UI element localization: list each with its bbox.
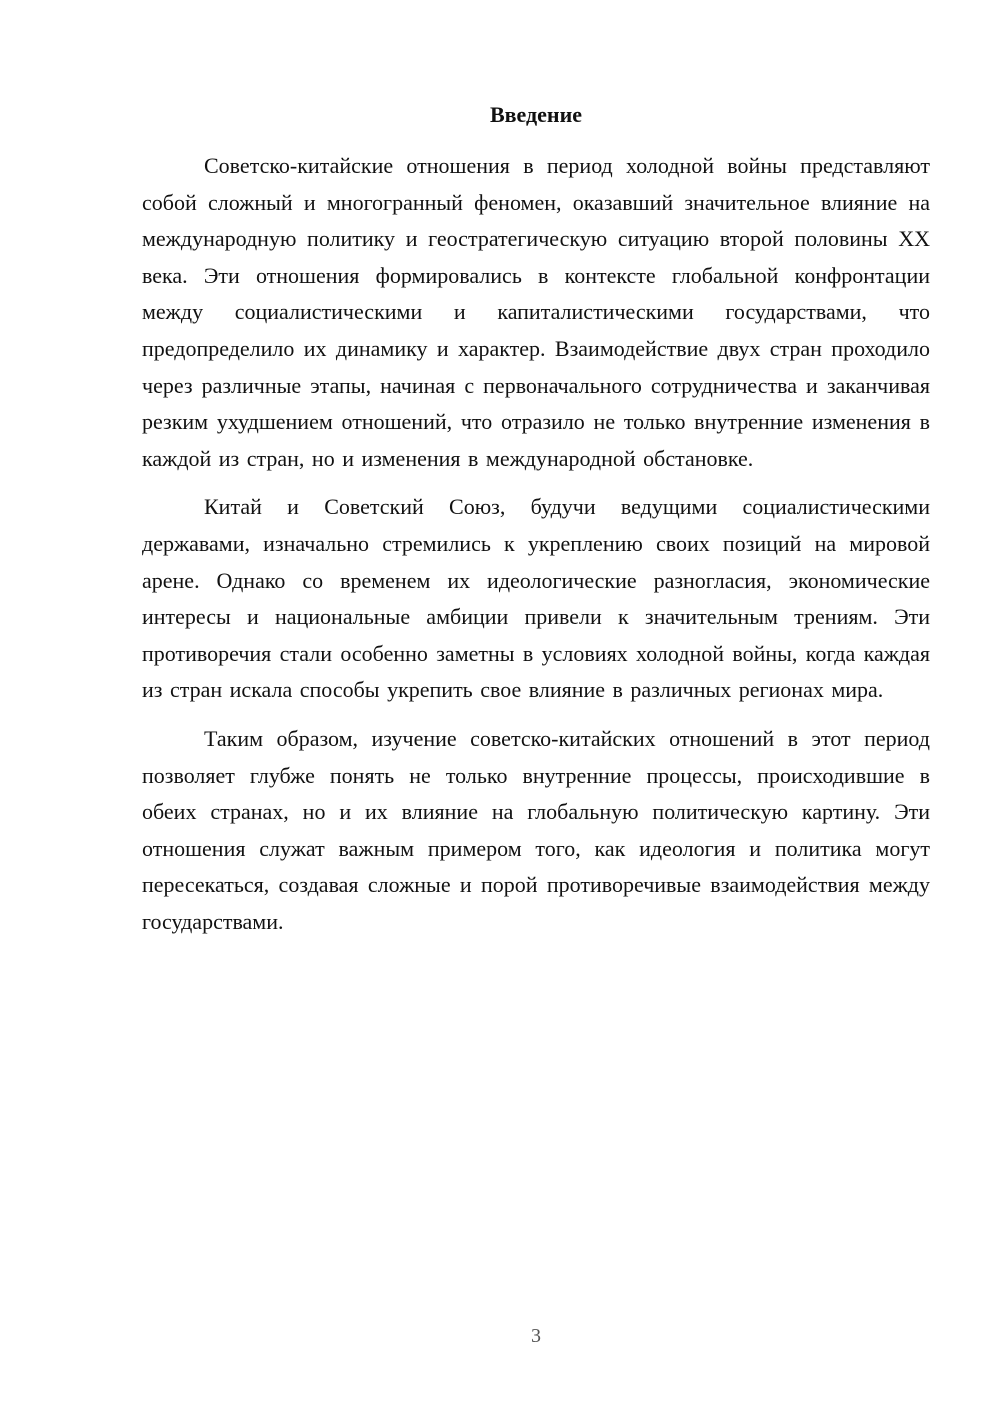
page-number: 3 [531,1325,541,1347]
section-heading: Введение [489,102,583,127]
paragraph-3: Таким образом, изучение советско-китайских отношений в этот период позволяет глубже понять не только внутренние процессы, происходившие в обеих странах, но и их влияние на глобальную политическую картину. Эти отношения служат важным примером того, как идеология и политика могут пересекаться, создавая сложные и порой противоречивые взаимодействия между государствами. [142,725,930,934]
paragraph-2: Китай и Советский Союз, будучи ведущими социалистическими державами, изначально стремились к укреплению своих позиций на мировой арене. Однако со временем их идеологические разногласия, экономические интересы и национальные амбиции привели к значительным трениям. Эти противоречия стали особенно заметны в условиях холодной войны, когда каждая из стран искала способы укрепить свое влияние в различных регионах мира. [142,494,930,703]
paragraph-1: Советско-китайские отношения в период холодной войны представляют собой сложный и многогранный феномен, оказавший значительное влияние на международную политику и геостратегическую ситуацию второй половины XX века. Эти отношения формировались в контексте глобальной конфронтации между социалистическими и капиталистическими государствами, что предопределило их динамику и характер. Взаимодействие двух стран проходило через различные этапы, начиная с первоначального сотрудничества и заканчивая резким ухудшением отношений, что отразило не только внутренние изменения в каждой из стран, но и изменения в международной обстановке. [142,153,930,471]
